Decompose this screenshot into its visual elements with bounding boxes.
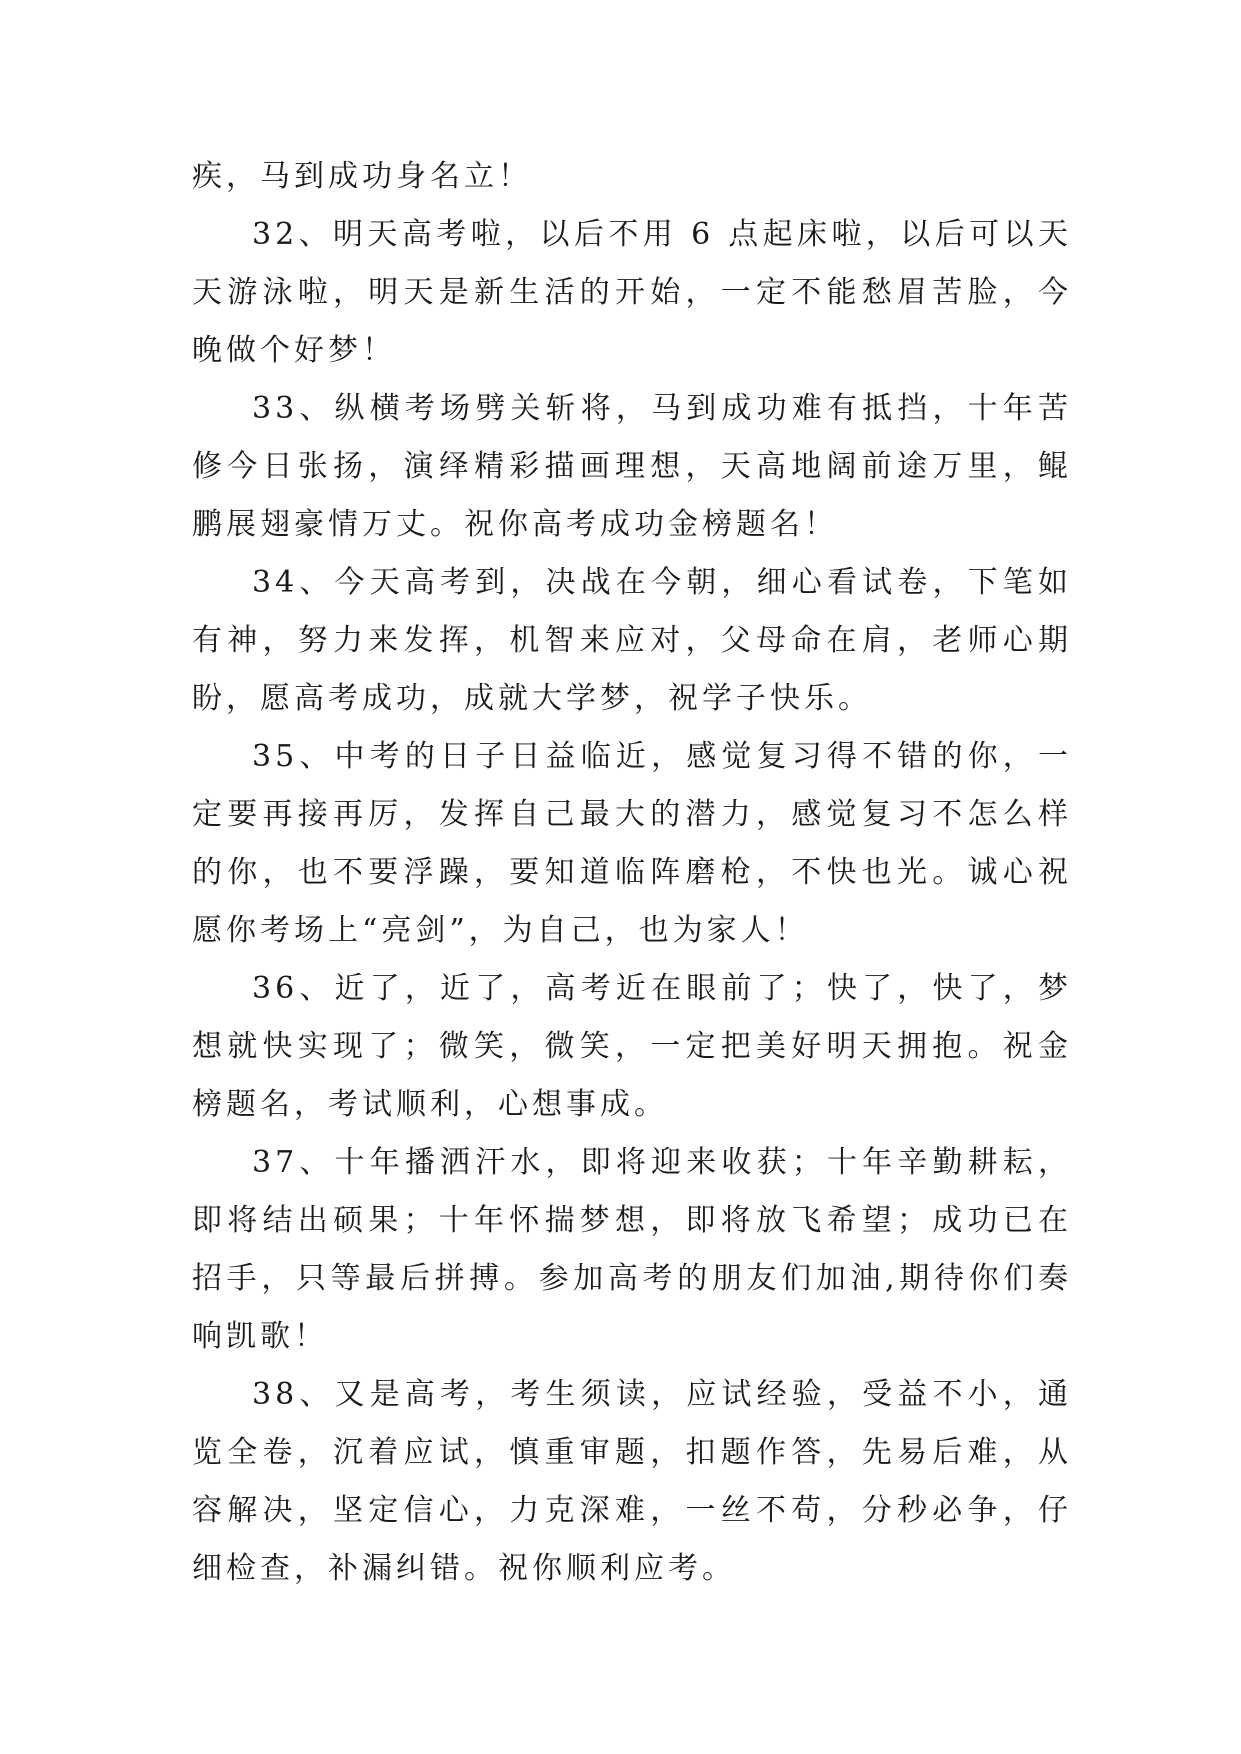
paragraph-continuation: 疾，马到成功身名立！ [192, 159, 532, 194]
paragraph-item-34: 34、今天高考到，决战在今朝，细心看试卷，下笔如有神，努力来发挥，机智来应对，父母命在肩，老师心期盼，愿高考成功，成就大学梦，祝学子快乐。 [192, 565, 1072, 716]
paragraph-item-37: 37、十年播洒汗水，即将迎来收获；十年辛勤耕耘，即将结出硕果；十年怀揣梦想，即将放飞希望；成功已在招手，只等最后拼搏。参加高考的朋友们加油,期待你们奏响凯歌！ [192, 1145, 1072, 1354]
paragraph-item-36: 36、近了，近了，高考近在眼前了；快了，快了，梦想就快实现了；微笑，微笑，一定把美好明天拥抱。祝金榜题名，考试顺利，心想事成。 [192, 971, 1072, 1122]
document-page [192, 148, 1072, 1598]
paragraph-item-33: 33、纵横考场劈关斩将，马到成功难有抵挡，十年苦修今日张扬，演绎精彩描画理想，天高地阔前途万里，鲲鹏展翅豪情万丈。祝你高考成功金榜题名！ [192, 391, 1072, 542]
paragraph-item-32: 32、明天高考啦，以后不用 6 点起床啦，以后可以天天游泳啦，明天是新生活的开始，一定不能愁眉苦脸，今晚做个好梦！ [192, 217, 1072, 368]
paragraph-item-35: 35、中考的日子日益临近，感觉复习得不错的你，一定要再接再厉，发挥自己最大的潜力，感觉复习不怎么样的你，也不要浮躁，要知道临阵磨枪，不快也光。诚心祝愿你考场上“亮剑”，为自己，也为家人！ [192, 739, 1072, 948]
paragraph-item-38: 38、又是高考，考生须读，应试经验，受益不小，通览全卷，沉着应试，慎重审题，扣题作答，先易后难，从容解决，坚定信心，力克深难，一丝不苟，分秒必争，仔细检查，补漏纠错。祝你顺利应考。 [192, 1377, 1072, 1586]
